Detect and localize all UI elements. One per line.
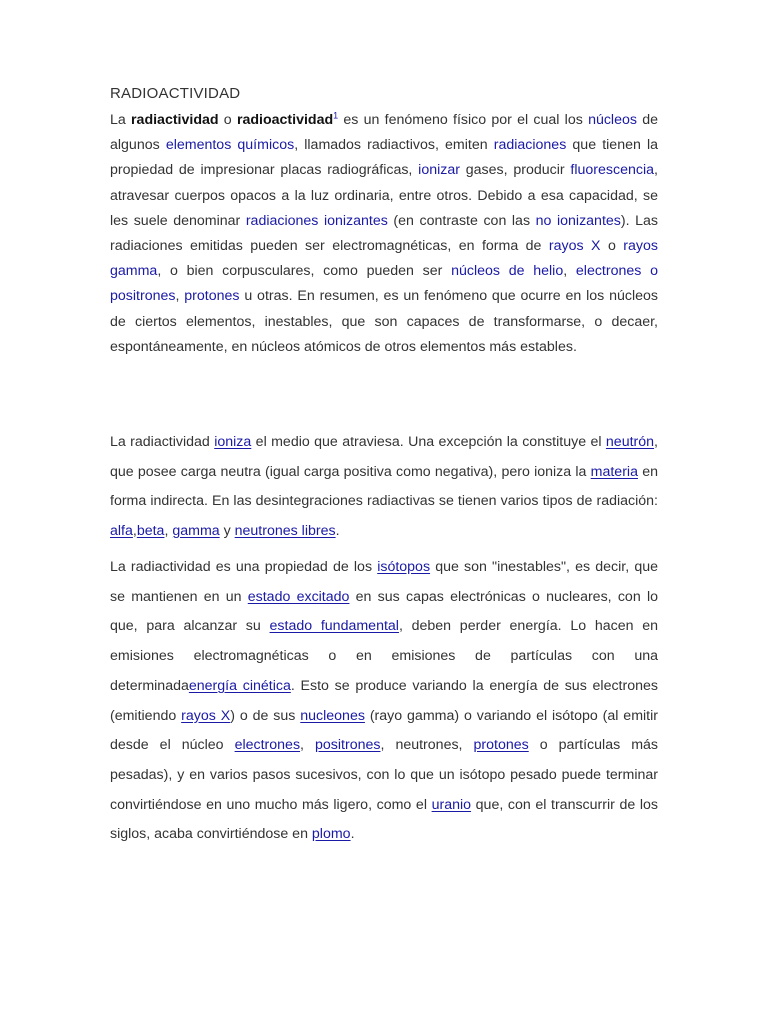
text: el medio que atraviesa. Una excepción la constituye el bbox=[251, 434, 606, 450]
text: o bbox=[218, 112, 237, 128]
text: y bbox=[219, 522, 235, 539]
text: o bbox=[600, 238, 624, 255]
link-nucleones[interactable]: nucleones bbox=[300, 707, 365, 724]
link-ioniza[interactable]: ioniza bbox=[214, 434, 252, 450]
text: , atravesar cuerpos opacos a la luz ordinaria, entre otros. Debido a esa capacidad, se les suele denominar bbox=[110, 162, 658, 229]
text: , bbox=[132, 522, 137, 539]
link-rayos-x[interactable]: rayos X bbox=[181, 707, 231, 724]
link-electrones[interactable]: electrones bbox=[234, 737, 301, 754]
text: La radiactividad bbox=[110, 434, 215, 450]
link-plomo[interactable]: plomo bbox=[311, 826, 351, 843]
text: , neutrones, bbox=[380, 737, 474, 754]
text: . bbox=[335, 522, 340, 539]
text: es un fenómeno físico por el cual los bbox=[338, 112, 589, 128]
text: , bbox=[164, 522, 173, 539]
text: La radiactividad es una propiedad de los bbox=[110, 559, 378, 575]
link-electrones-o-positrones[interactable]: electrones o positrones bbox=[110, 263, 658, 305]
text: . bbox=[350, 826, 355, 843]
text: en sus capas electrónicas o nucleares, con lo que, para alcanzar su bbox=[110, 588, 658, 635]
link-isotopos[interactable]: isótopos bbox=[377, 559, 431, 575]
link-elementos-quimicos[interactable]: elementos químicos bbox=[165, 137, 295, 154]
link-positrones[interactable]: positrones bbox=[315, 737, 381, 754]
link-materia[interactable]: materia bbox=[590, 463, 638, 480]
text: gases, producir bbox=[459, 162, 571, 179]
link-energia-cinetica[interactable]: energía cinética bbox=[188, 677, 291, 694]
link-neutron[interactable]: neutrón bbox=[605, 434, 655, 450]
link-radiaciones[interactable]: radiaciones bbox=[493, 137, 567, 154]
text: u otras. En resumen, es un fenómeno que ocurre en los núcleos de ciertos elementos, inestables, que son capaces de transformarse, o decaer, espontáneamente, en núcleos atómicos de otros elementos más estables. bbox=[110, 288, 658, 355]
link-neutrones-libres[interactable]: neutrones libres bbox=[234, 522, 336, 539]
text: ) o de sus bbox=[230, 707, 301, 724]
text: . Esto se produce variando la energía de sus electrones (emitiendo bbox=[110, 677, 658, 724]
text: que son "inestables", es decir, que se mantienen en un bbox=[110, 559, 658, 605]
text: en forma indirecta. En las desintegraciones radiactivas se tienen varios tipos de radiación: bbox=[110, 463, 658, 510]
paragraph-ionizacion bbox=[110, 428, 658, 546]
text: , bbox=[563, 263, 576, 280]
link-rayos-x[interactable]: rayos X bbox=[548, 238, 601, 255]
text: , deben perder energía. Lo hacen en emisiones electromagnéticas o en emisiones de partículas con una determinada bbox=[110, 618, 658, 694]
footnote-ref[interactable]: 1 bbox=[333, 110, 339, 121]
link-gamma[interactable]: gamma bbox=[172, 522, 220, 539]
text: que, con el transcurrir de los siglos, acaba convirtiéndose en bbox=[110, 796, 659, 843]
text: (en contraste con las bbox=[387, 212, 536, 229]
link-estado-fundamental[interactable]: estado fundamental bbox=[269, 618, 399, 635]
text: (rayo gamma) o variando el isótopo (al emitir desde el núcleo bbox=[110, 707, 658, 754]
text: , o bien corpusculares, como pueden ser bbox=[157, 263, 452, 280]
text: de algunos bbox=[110, 112, 658, 154]
link-nucleos-de-helio[interactable]: núcleos de helio bbox=[451, 263, 564, 280]
link-beta[interactable]: beta bbox=[136, 522, 165, 539]
bold-term-radioactividad: radioactividad bbox=[236, 112, 334, 128]
text: o partículas más pesadas), y en varios pasos sucesivos, con lo que un isótopo pesado puede terminar convirtiéndose en uno mucho más ligero, como el bbox=[110, 737, 658, 813]
link-uranio[interactable]: uranio bbox=[431, 796, 472, 813]
text: , bbox=[300, 737, 316, 754]
text: , llamados radiactivos, emiten bbox=[294, 137, 494, 154]
link-nucleos[interactable]: núcleos bbox=[588, 112, 637, 128]
text: , bbox=[175, 288, 185, 305]
text: ). Las radiaciones emitidas pueden ser electromagnéticas, en forma de bbox=[110, 212, 658, 255]
text: , que posee carga neutra (igual carga positiva como negativa), pero ioniza la bbox=[110, 434, 658, 480]
link-fluorescencia[interactable]: fluorescencia bbox=[570, 162, 655, 179]
link-no-ionizantes[interactable]: no ionizantes bbox=[535, 212, 621, 229]
link-rayos-gamma[interactable]: rayos gamma bbox=[110, 238, 658, 280]
document-title: RADIOACTIVIDAD bbox=[110, 85, 241, 102]
bold-term-radiactividad: radiactividad bbox=[131, 112, 219, 128]
text: La bbox=[110, 112, 132, 128]
link-ionizar[interactable]: ionizar bbox=[418, 162, 460, 179]
paragraph-isotopos bbox=[110, 553, 658, 850]
link-protones[interactable]: protones bbox=[184, 288, 240, 305]
link-radiaciones-ionizantes[interactable]: radiaciones ionizantes bbox=[245, 212, 388, 229]
text: que tienen la propiedad de impresionar placas radiográficas, bbox=[110, 137, 659, 179]
link-alfa[interactable]: alfa bbox=[110, 522, 133, 539]
paragraph-intro bbox=[110, 108, 658, 360]
link-protones[interactable]: protones bbox=[473, 737, 529, 754]
link-estado-excitado[interactable]: estado excitado bbox=[247, 588, 350, 605]
